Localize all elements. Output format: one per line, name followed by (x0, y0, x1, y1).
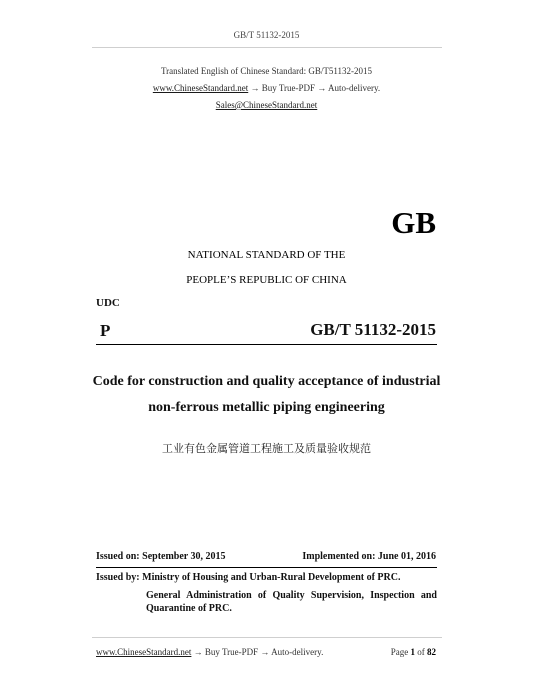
standard-number: GB/T 51132-2015 (310, 320, 436, 339)
translation-notice: Translated English of Chinese Standard: GB/T51132-2015 (160, 66, 373, 76)
email-link[interactable]: Sales@ChineseStandard.net (215, 100, 318, 110)
national-standard-line-1: NATIONAL STANDARD OF THE (187, 249, 346, 261)
page-of: of (417, 647, 425, 657)
page-label: Page (390, 647, 409, 657)
title-line-2: non-ferrous metallic piping engineering (148, 400, 385, 415)
footer-site-link[interactable]: www.ChineseStandard.net (96, 647, 192, 657)
issued-on-date: Issued on: September 30, 2015 (96, 551, 226, 562)
gb-mark: GB (391, 205, 436, 240)
national-standard-line-2: PEOPLE’S REPUBLIC OF CHINA (186, 274, 347, 286)
running-header: GB/T 51132-2015 (233, 30, 300, 40)
co-issuer: General Administration of Quality Supervision, Inspection and Quarantine of PRC. (146, 590, 437, 614)
dates-rule (96, 567, 437, 568)
header-divider (92, 47, 442, 48)
implemented-on-date: Implemented on: June 01, 2016 (302, 551, 436, 562)
title-rule (96, 344, 437, 345)
classification-code: P (100, 321, 111, 340)
page-current: 1 (410, 647, 415, 657)
page-number (391, 647, 436, 657)
title-line-1: Code for construction and quality acceptance of industrial (92, 374, 441, 389)
purchase-notice (0, 83, 533, 93)
contact-line (0, 100, 533, 110)
page-total: 82 (427, 647, 436, 657)
title-chinese: 工业有色金属管道工程施工及质量验收规范 (162, 442, 371, 455)
udc-label: UDC (96, 297, 120, 309)
issued-by: Issued by: Ministry of Housing and Urban-Rural Development of PRC. (96, 572, 401, 583)
footer-divider (92, 637, 442, 638)
footer-purchase-text: → Buy True-PDF → Auto-delivery. (193, 647, 324, 657)
purchase-text: → Buy True-PDF → Auto-delivery. (250, 83, 381, 93)
footer-purchase-notice (96, 647, 323, 657)
site-link[interactable]: www.ChineseStandard.net (152, 83, 249, 93)
